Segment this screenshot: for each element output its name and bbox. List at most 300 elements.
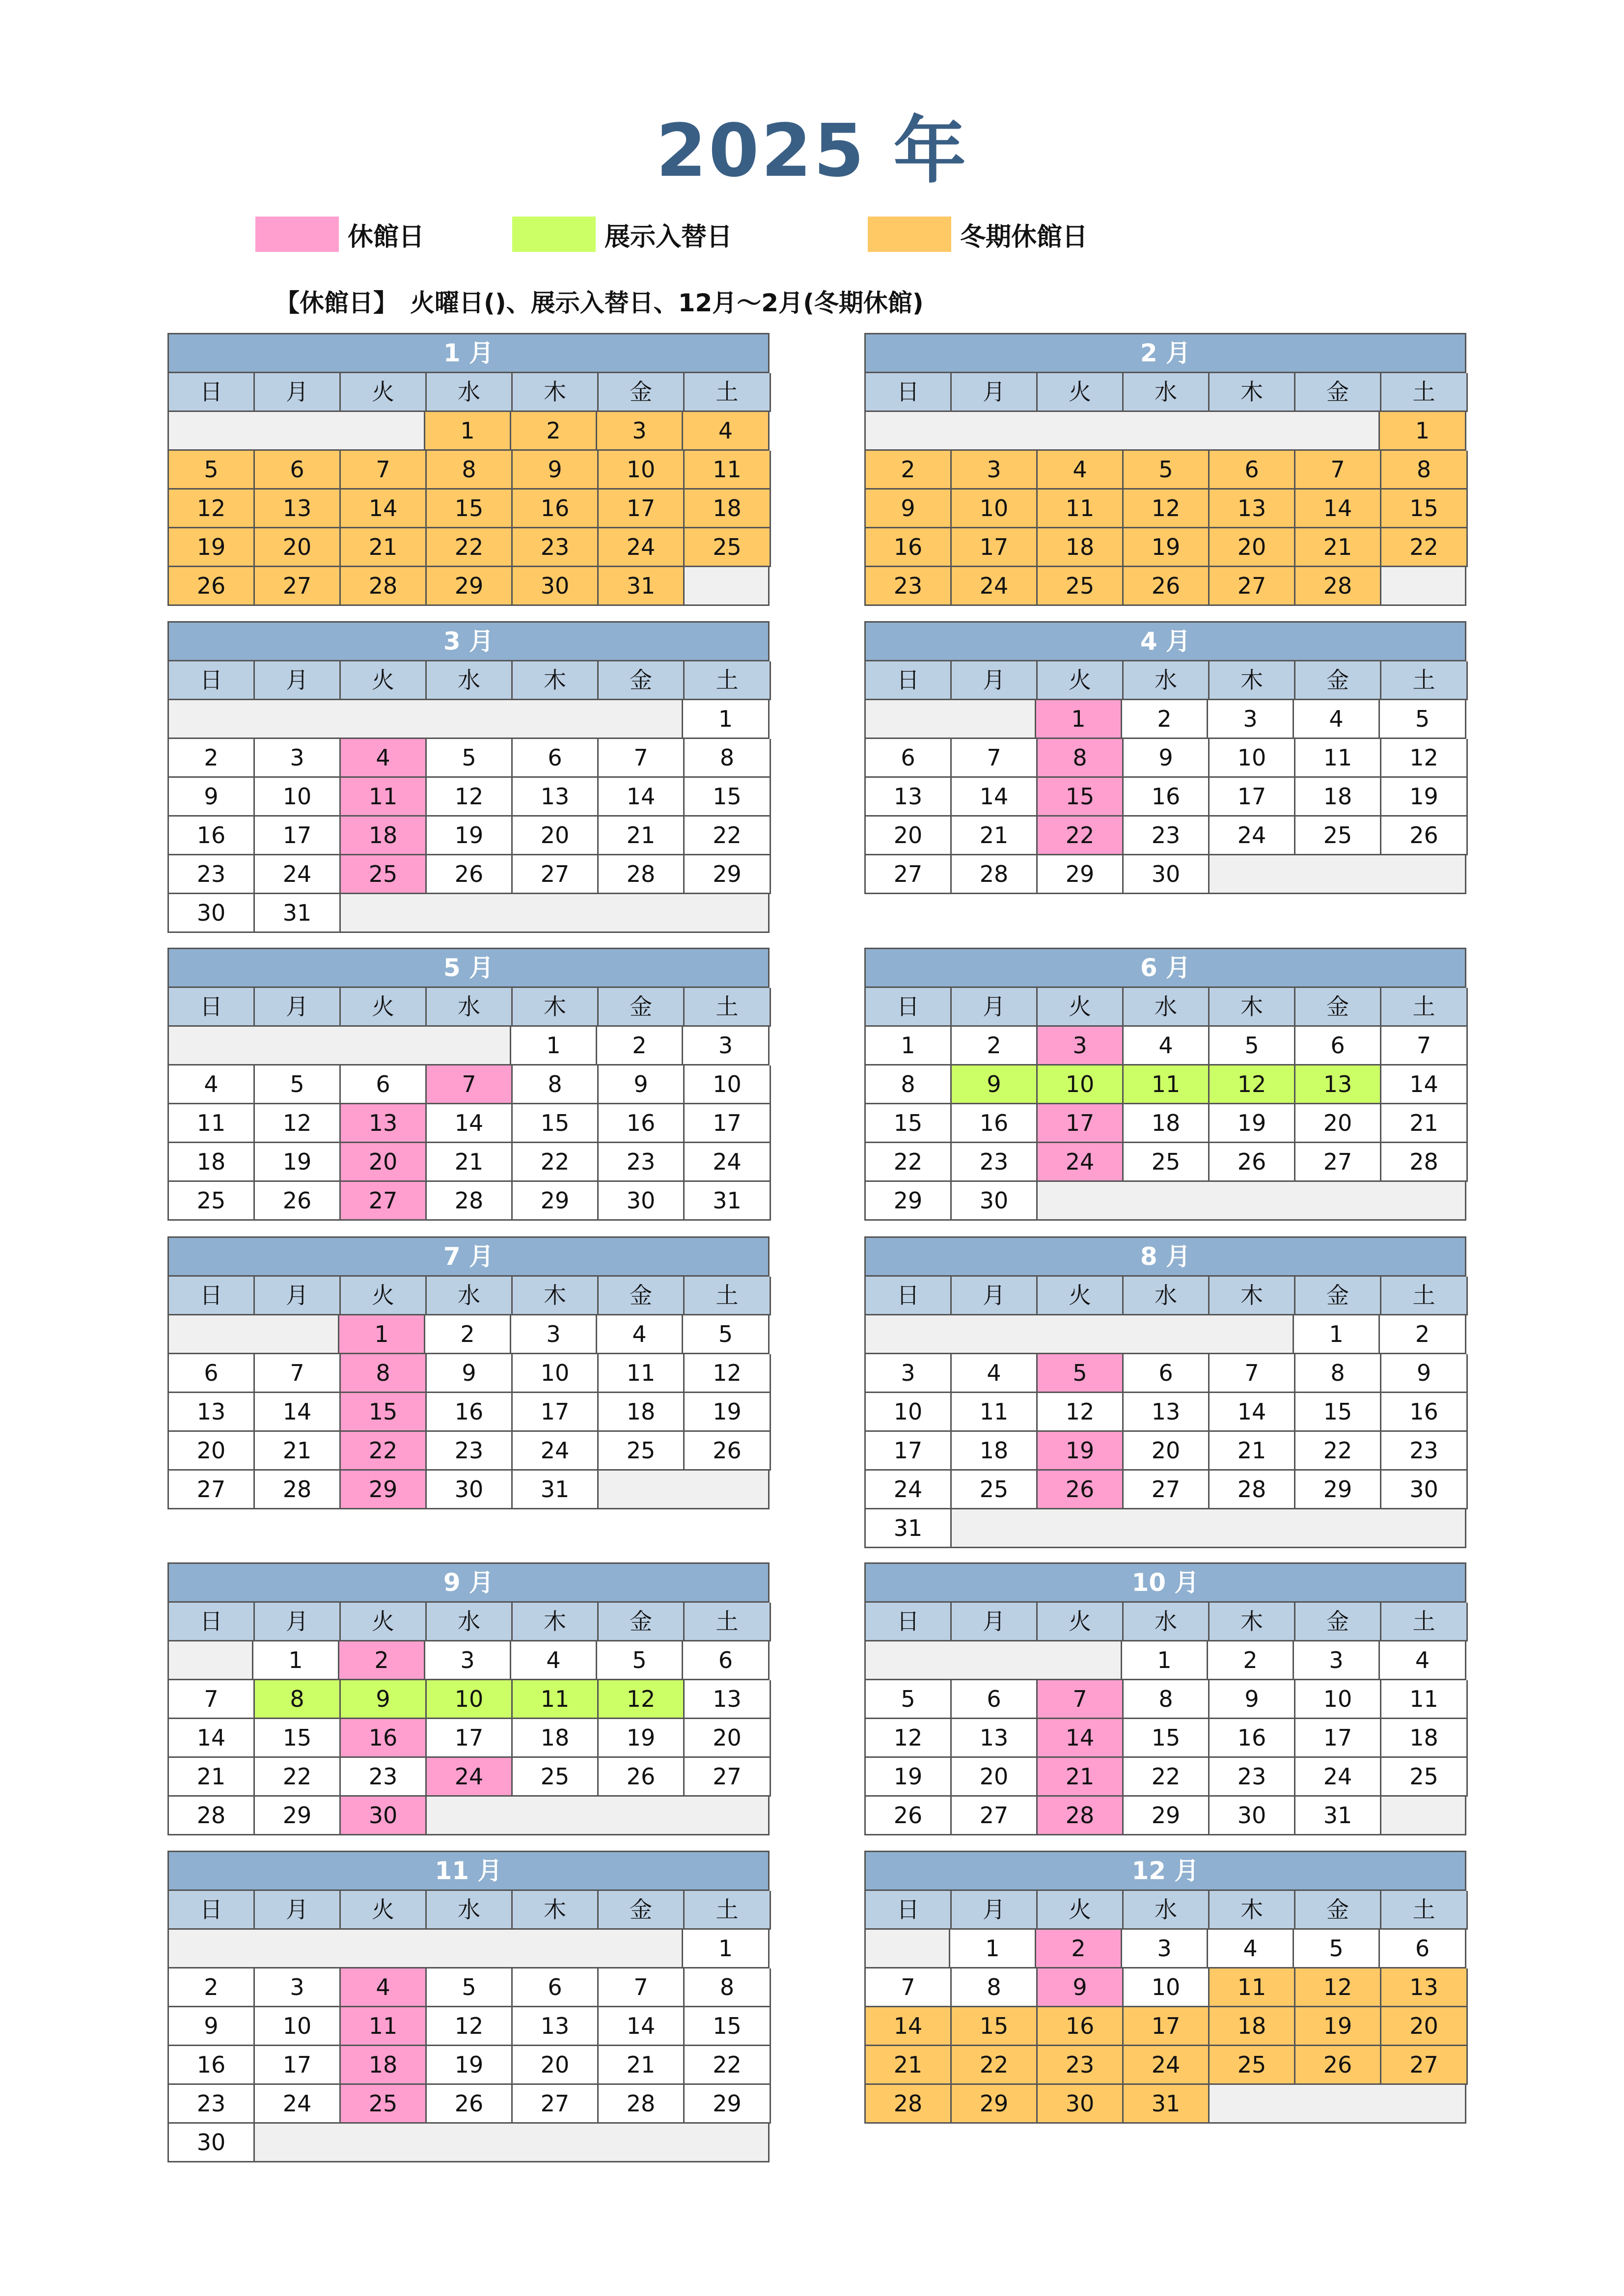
day-cell: 4 <box>1380 1641 1466 1680</box>
day-cell: 3 <box>1294 1641 1380 1680</box>
day-cell: 2 <box>952 1027 1038 1066</box>
day-cell: 22 <box>255 1758 341 1797</box>
day-cell: 19 <box>427 2046 513 2085</box>
day-cell: 23 <box>952 1143 1038 1182</box>
weekday-label: 金 <box>1295 1603 1381 1641</box>
weekday-row <box>866 1603 1466 1641</box>
day-cell: 17 <box>1038 1104 1124 1143</box>
day-cell: 25 <box>1381 1758 1468 1797</box>
weekday-row <box>866 1277 1466 1315</box>
day-cell: 15 <box>1038 778 1124 817</box>
weekday-label: 月 <box>952 1891 1038 1930</box>
week-row <box>169 528 770 567</box>
day-cell: 1 <box>866 1027 952 1066</box>
day-cell: 9 <box>1038 1968 1124 2007</box>
day-cell: 15 <box>952 2007 1038 2046</box>
day-cell: 29 <box>952 2085 1038 2124</box>
weekday-label: 金 <box>599 661 685 700</box>
day-cell: 28 <box>599 2085 685 2124</box>
week-row <box>169 1104 770 1143</box>
weekday-label: 日 <box>169 988 255 1027</box>
day-cell: 7 <box>599 1968 685 2007</box>
day-cell: 10 <box>1038 1066 1124 1104</box>
day-cell: 2 <box>169 739 255 778</box>
day-cell: 2 <box>1036 1930 1122 1968</box>
week-row <box>169 1797 770 1835</box>
day-cell: 30 <box>341 1797 427 1835</box>
day-cell: 8 <box>685 1968 771 2007</box>
day-cell: 23 <box>513 528 599 567</box>
day-cell: 14 <box>952 778 1038 817</box>
day-cell: 6 <box>1295 1027 1381 1066</box>
day-cell: 10 <box>513 1354 599 1393</box>
weekday-label: 火 <box>341 373 427 412</box>
day-cell: 5 <box>1294 1930 1380 1968</box>
day-cell: 30 <box>169 894 255 933</box>
week-row <box>169 1758 770 1797</box>
day-cell: 27 <box>1210 567 1295 606</box>
day-cell: 27 <box>255 567 341 606</box>
day-cell: 31 <box>1124 2085 1210 2124</box>
day-cell: 19 <box>1210 1104 1295 1143</box>
day-cell: 3 <box>255 1968 341 2007</box>
weekday-label: 木 <box>1210 988 1295 1027</box>
week-row <box>169 778 770 817</box>
day-cell: 16 <box>169 817 255 855</box>
weekday-label: 土 <box>685 661 771 700</box>
weekday-row <box>866 988 1466 1027</box>
day-cell: 19 <box>1038 1432 1124 1471</box>
day-cell: 6 <box>169 1354 255 1393</box>
day-cell: 8 <box>1295 1354 1381 1393</box>
weekday-label: 土 <box>685 1277 771 1315</box>
day-cell: 8 <box>1038 739 1124 778</box>
day-cell: 26 <box>685 1432 771 1471</box>
day-cell: 1 <box>1294 1315 1380 1354</box>
week-row <box>169 1432 770 1471</box>
month-block <box>864 1851 1466 2124</box>
day-cell: 14 <box>1210 1393 1295 1432</box>
day-cell: 20 <box>255 528 341 567</box>
day-cell: 10 <box>866 1393 952 1432</box>
day-cell: 30 <box>513 567 599 606</box>
day-cell: 23 <box>341 1758 427 1797</box>
day-cell: 26 <box>599 1758 685 1797</box>
weekday-label: 金 <box>599 373 685 412</box>
day-cell: 10 <box>1210 739 1295 778</box>
day-cell: 7 <box>169 1680 255 1719</box>
weekday-label: 日 <box>169 1891 255 1930</box>
day-cell: 16 <box>1381 1393 1468 1432</box>
weekday-label: 日 <box>866 1891 952 1930</box>
day-cell: 11 <box>1038 490 1124 528</box>
day-cell: 8 <box>952 1968 1038 2007</box>
month-header: 11 月 <box>169 1852 770 1891</box>
week-row <box>169 855 770 894</box>
day-cell: 30 <box>1124 855 1210 894</box>
day-cell: 29 <box>1295 1471 1381 1509</box>
weekday-label: 日 <box>169 373 255 412</box>
weekday-label: 木 <box>1210 373 1295 412</box>
weekday-label: 火 <box>1038 661 1124 700</box>
day-cell: 21 <box>1381 1104 1468 1143</box>
week-row <box>169 1182 770 1221</box>
day-cell: 14 <box>1038 1719 1124 1758</box>
weekday-label: 日 <box>169 661 255 700</box>
weekday-label: 木 <box>513 661 599 700</box>
day-cell: 21 <box>255 1432 341 1471</box>
day-cell: 26 <box>1210 1143 1295 1182</box>
day-cell: 23 <box>599 1143 685 1182</box>
day-cell: 17 <box>513 1393 599 1432</box>
day-cell: 4 <box>1208 1930 1294 1968</box>
day-cell: 3 <box>1038 1027 1124 1066</box>
day-cell: 6 <box>1380 1930 1466 1968</box>
weekday-label: 金 <box>1295 1891 1381 1930</box>
day-cell: 28 <box>599 855 685 894</box>
weekday-label: 日 <box>866 988 952 1027</box>
day-cell: 19 <box>866 1758 952 1797</box>
page-title: 2025 年 <box>656 109 968 193</box>
day-cell: 16 <box>169 2046 255 2085</box>
weekday-row <box>169 373 770 412</box>
day-cell: 28 <box>255 1471 341 1509</box>
day-cell: 1 <box>1036 700 1122 739</box>
day-cell: 27 <box>513 2085 599 2124</box>
month-block <box>864 621 1466 894</box>
day-cell: 29 <box>1124 1797 1210 1835</box>
weekday-label: 水 <box>1124 988 1210 1027</box>
week-row <box>866 1432 1466 1471</box>
weekday-label: 木 <box>1210 1277 1295 1315</box>
week-row <box>866 1104 1466 1143</box>
weekday-label: 金 <box>1295 1277 1381 1315</box>
day-cell: 14 <box>1295 490 1381 528</box>
month-header: 7 月 <box>169 1238 770 1277</box>
week-row <box>866 1354 1466 1393</box>
day-cell: 19 <box>427 817 513 855</box>
weekday-label: 月 <box>952 661 1038 700</box>
weekday-label: 月 <box>255 661 341 700</box>
day-cell: 7 <box>952 739 1038 778</box>
week-row <box>866 1066 1466 1104</box>
month-header: 2 月 <box>866 334 1466 373</box>
day-cell: 20 <box>1381 2007 1468 2046</box>
day-cell: 8 <box>341 1354 427 1393</box>
day-cell: 2 <box>1380 1315 1466 1354</box>
day-cell: 9 <box>1124 739 1210 778</box>
day-cell: 8 <box>255 1680 341 1719</box>
day-cell: 24 <box>952 567 1038 606</box>
weekday-label: 土 <box>685 373 771 412</box>
week-row <box>866 739 1466 778</box>
week-row <box>866 1930 1466 1968</box>
day-cell: 26 <box>1381 817 1468 855</box>
weekday-label: 月 <box>255 988 341 1027</box>
weekday-label: 月 <box>255 1603 341 1641</box>
day-cell: 9 <box>427 1354 513 1393</box>
week-row <box>866 1182 1466 1221</box>
weekday-row <box>169 1603 770 1641</box>
day-cell: 11 <box>513 1680 599 1719</box>
day-cell: 31 <box>685 1182 771 1221</box>
week-row <box>169 567 770 606</box>
week-row <box>169 1471 770 1509</box>
day-cell: 14 <box>169 1719 255 1758</box>
day-cell: 26 <box>427 2085 513 2124</box>
day-cell: 12 <box>1124 490 1210 528</box>
day-cell: 23 <box>1038 2046 1124 2085</box>
month-header: 4 月 <box>866 623 1466 661</box>
day-cell: 14 <box>341 490 427 528</box>
day-cell: 20 <box>513 817 599 855</box>
weekday-row <box>866 373 1466 412</box>
day-cell: 26 <box>1295 2046 1381 2085</box>
day-cell: 19 <box>1295 2007 1381 2046</box>
day-cell: 1 <box>1122 1641 1208 1680</box>
day-cell: 4 <box>952 1354 1038 1393</box>
week-row <box>169 1393 770 1432</box>
day-cell: 25 <box>513 1758 599 1797</box>
day-cell: 2 <box>511 412 597 451</box>
day-cell: 15 <box>341 1393 427 1432</box>
weekday-label: 水 <box>427 1891 513 1930</box>
week-row <box>169 2085 770 2124</box>
day-cell: 2 <box>425 1315 511 1354</box>
day-cell: 10 <box>255 778 341 817</box>
weekday-label: 土 <box>1381 988 1468 1027</box>
day-cell: 25 <box>1038 567 1124 606</box>
day-cell: 11 <box>1210 1968 1295 2007</box>
week-row <box>169 1680 770 1719</box>
day-cell: 18 <box>952 1432 1038 1471</box>
day-cell: 30 <box>169 2124 255 2162</box>
legend-swatch-exhibit-change <box>512 217 596 252</box>
day-cell: 11 <box>341 778 427 817</box>
day-cell: 28 <box>1295 567 1381 606</box>
day-cell: 7 <box>255 1354 341 1393</box>
day-cell: 20 <box>952 1758 1038 1797</box>
day-cell: 22 <box>341 1432 427 1471</box>
day-cell: 30 <box>427 1471 513 1509</box>
day-cell: 2 <box>1208 1641 1294 1680</box>
day-cell: 8 <box>1381 451 1468 490</box>
day-cell: 17 <box>599 490 685 528</box>
day-cell: 24 <box>1295 1758 1381 1797</box>
day-cell: 27 <box>169 1471 255 1509</box>
day-cell: 16 <box>427 1393 513 1432</box>
day-cell: 24 <box>255 2085 341 2124</box>
day-cell: 23 <box>866 567 952 606</box>
legend-label-winter-closed: 冬期休館日 <box>960 222 1088 252</box>
day-cell: 14 <box>599 778 685 817</box>
weekday-label: 火 <box>341 988 427 1027</box>
day-cell: 22 <box>1124 1758 1210 1797</box>
day-cell: 13 <box>513 2007 599 2046</box>
day-cell: 5 <box>1210 1027 1295 1066</box>
weekday-label: 月 <box>255 373 341 412</box>
day-cell: 19 <box>1124 528 1210 567</box>
week-row <box>169 1066 770 1104</box>
day-cell: 4 <box>341 1968 427 2007</box>
day-cell: 18 <box>599 1393 685 1432</box>
weekday-label: 月 <box>255 1277 341 1315</box>
weekday-label: 金 <box>599 1277 685 1315</box>
day-cell: 24 <box>255 855 341 894</box>
day-cell: 15 <box>685 778 771 817</box>
day-cell: 22 <box>866 1143 952 1182</box>
day-cell: 10 <box>952 490 1038 528</box>
day-cell: 28 <box>341 567 427 606</box>
day-cell: 22 <box>1038 817 1124 855</box>
day-cell: 16 <box>1038 2007 1124 2046</box>
day-cell: 11 <box>599 1354 685 1393</box>
day-cell: 20 <box>866 817 952 855</box>
day-cell: 29 <box>685 855 771 894</box>
weekday-row <box>866 661 1466 700</box>
weekday-row <box>169 1891 770 1930</box>
day-cell: 27 <box>341 1182 427 1221</box>
weekday-label: 月 <box>952 988 1038 1027</box>
weekday-label: 水 <box>1124 1891 1210 1930</box>
day-cell: 13 <box>169 1393 255 1432</box>
day-cell: 21 <box>1295 528 1381 567</box>
empty-cell <box>599 1471 770 1509</box>
day-cell: 6 <box>866 739 952 778</box>
empty-cell <box>169 412 425 451</box>
week-row <box>866 1797 1466 1835</box>
day-cell: 12 <box>427 778 513 817</box>
week-row <box>169 1315 770 1354</box>
week-row <box>169 490 770 528</box>
empty-cell <box>427 1797 770 1835</box>
day-cell: 28 <box>427 1182 513 1221</box>
day-cell: 12 <box>599 1680 685 1719</box>
day-cell: 13 <box>1210 490 1295 528</box>
day-cell: 11 <box>1381 1680 1468 1719</box>
day-cell: 28 <box>866 2085 952 2124</box>
day-cell: 3 <box>1122 1930 1208 1968</box>
day-cell: 7 <box>1381 1027 1468 1066</box>
day-cell: 26 <box>866 1797 952 1835</box>
day-cell: 30 <box>952 1182 1038 1221</box>
week-row <box>866 1509 1466 1548</box>
weekday-label: 木 <box>1210 661 1295 700</box>
day-cell: 27 <box>685 1758 771 1797</box>
month-header: 1 月 <box>169 334 770 373</box>
day-cell: 17 <box>685 1104 771 1143</box>
legend-swatch-closed <box>255 217 339 252</box>
day-cell: 18 <box>685 490 771 528</box>
day-cell: 7 <box>1210 1354 1295 1393</box>
empty-cell <box>169 1641 253 1680</box>
day-cell: 21 <box>1038 1758 1124 1797</box>
day-cell: 27 <box>1124 1471 1210 1509</box>
day-cell: 11 <box>341 2007 427 2046</box>
day-cell: 25 <box>1295 817 1381 855</box>
day-cell: 15 <box>1381 490 1468 528</box>
day-cell: 24 <box>685 1143 771 1182</box>
weekday-row <box>169 661 770 700</box>
day-cell: 19 <box>685 1393 771 1432</box>
day-cell: 17 <box>1295 1719 1381 1758</box>
day-cell: 18 <box>1124 1104 1210 1143</box>
day-cell: 13 <box>685 1680 771 1719</box>
week-row <box>169 817 770 855</box>
weekday-label: 土 <box>685 1891 771 1930</box>
day-cell: 22 <box>685 817 771 855</box>
weekday-label: 月 <box>952 373 1038 412</box>
day-cell: 30 <box>1381 1471 1468 1509</box>
day-cell: 29 <box>427 567 513 606</box>
day-cell: 27 <box>866 855 952 894</box>
week-row <box>866 490 1466 528</box>
day-cell: 6 <box>952 1680 1038 1719</box>
weekday-label: 木 <box>513 1277 599 1315</box>
weekday-label: 水 <box>427 661 513 700</box>
week-row <box>866 528 1466 567</box>
day-cell: 7 <box>1295 451 1381 490</box>
weekday-label: 日 <box>866 373 952 412</box>
month-header: 10 月 <box>866 1564 1466 1603</box>
day-cell: 18 <box>1210 2007 1295 2046</box>
day-cell: 12 <box>1210 1066 1295 1104</box>
week-row <box>866 412 1466 451</box>
day-cell: 29 <box>255 1797 341 1835</box>
empty-cell <box>866 1641 1122 1680</box>
day-cell: 1 <box>425 412 511 451</box>
week-row <box>866 1027 1466 1066</box>
day-cell: 26 <box>169 567 255 606</box>
day-cell: 17 <box>255 817 341 855</box>
day-cell: 9 <box>952 1066 1038 1104</box>
day-cell: 23 <box>169 855 255 894</box>
day-cell: 5 <box>866 1680 952 1719</box>
weekday-label: 金 <box>1295 661 1381 700</box>
weekday-row <box>169 988 770 1027</box>
month-header: 6 月 <box>866 949 1466 988</box>
day-cell: 5 <box>169 451 255 490</box>
day-cell: 8 <box>513 1066 599 1104</box>
week-row <box>866 451 1466 490</box>
empty-cell <box>169 1315 339 1354</box>
week-row <box>866 1719 1466 1758</box>
day-cell: 4 <box>169 1066 255 1104</box>
day-cell: 21 <box>952 817 1038 855</box>
month-block <box>167 948 770 1221</box>
month-block <box>864 948 1466 1221</box>
day-cell: 5 <box>427 1968 513 2007</box>
day-cell: 22 <box>1295 1432 1381 1471</box>
day-cell: 14 <box>866 2007 952 2046</box>
day-cell: 1 <box>253 1641 339 1680</box>
day-cell: 9 <box>169 2007 255 2046</box>
day-cell: 16 <box>1124 778 1210 817</box>
day-cell: 26 <box>427 855 513 894</box>
week-row <box>866 1315 1466 1354</box>
empty-cell <box>255 2124 770 2162</box>
weekday-label: 日 <box>169 1603 255 1641</box>
day-cell: 2 <box>169 1968 255 2007</box>
month-header: 3 月 <box>169 623 770 661</box>
day-cell: 20 <box>1210 528 1295 567</box>
weekday-label: 土 <box>685 1603 771 1641</box>
day-cell: 11 <box>685 451 771 490</box>
month-block <box>167 1562 770 1835</box>
day-cell: 12 <box>1295 1968 1381 2007</box>
day-cell: 31 <box>1295 1797 1381 1835</box>
day-cell: 12 <box>255 1104 341 1143</box>
